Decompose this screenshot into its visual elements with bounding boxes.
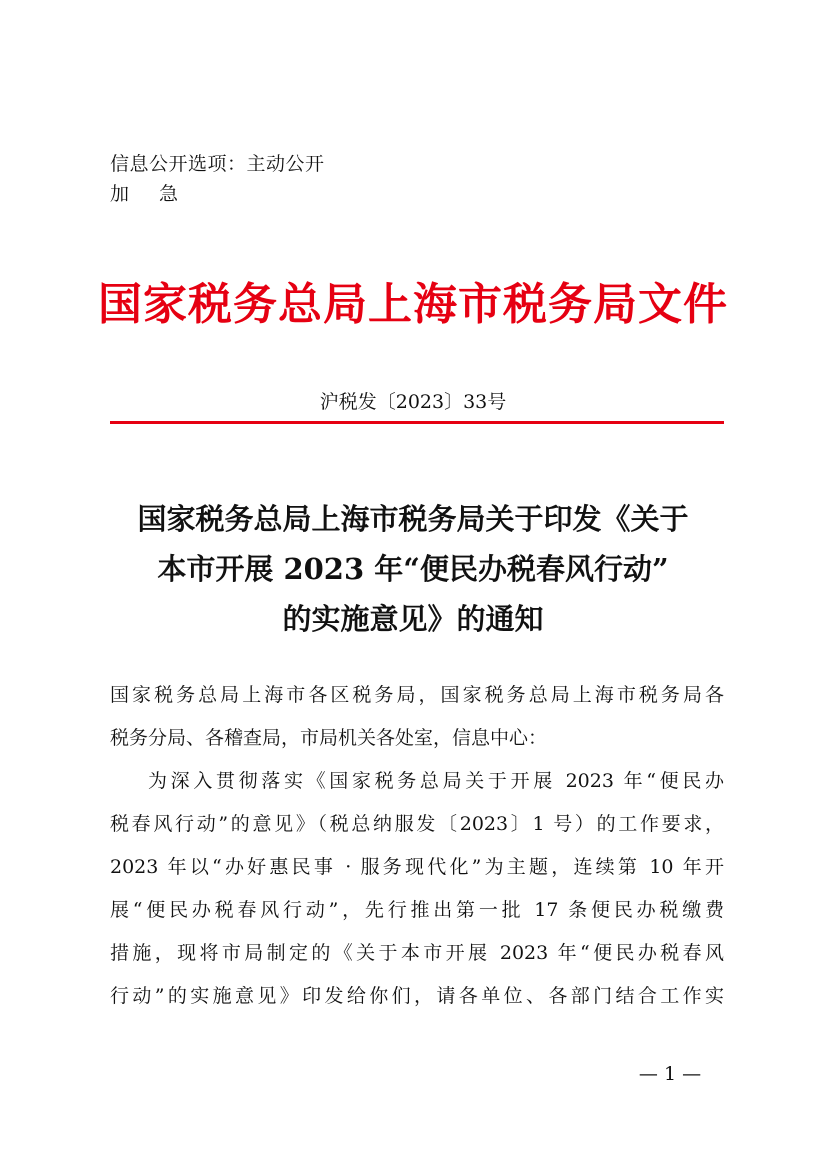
body-paragraph-line-6: 行动”的实施意见》印发给你们，请各单位、各部门结合工作实 — [110, 985, 724, 1007]
document-number: 沪税发〔2023〕33号 — [319, 391, 507, 413]
body-paragraph-line-3: 2023 年以“办好惠民事 · 服务现代化”为主题，连续第 10 年开 — [110, 856, 724, 878]
recipients-line-1: 国家税务总局上海市各区税务局，国家税务总局上海市税务局各 — [110, 684, 724, 706]
body-paragraph-line-1: 为深入贯彻落实《国家税务总局关于开展 2023 年“便民办 — [148, 770, 724, 792]
urgency-char-2: 急 — [159, 183, 179, 205]
body-paragraph-line-5: 措施，现将市局制定的《关于本市开展 2023 年“便民办税春风 — [110, 942, 724, 964]
document-masthead: 国家税务总局上海市税务局文件 — [98, 279, 728, 330]
urgency-char-1: 加 — [110, 183, 130, 205]
body-paragraph-line-2: 税春风行动”的意见》（税总纳服发〔2023〕1 号）的工作要求， — [110, 813, 724, 835]
body-paragraph-line-4: 展“便民办税春风行动”，先行推出第一批 17 条便民办税缴费 — [110, 899, 724, 921]
page-number: — 1 — — [638, 1063, 702, 1085]
urgency-label — [110, 179, 178, 206]
document-title-line-1: 国家税务总局上海市税务局关于印发《关于 — [137, 502, 689, 536]
info-disclosure-option: 信息公开选项：主动公开 — [110, 153, 325, 175]
recipients-line-2: 税务分局、各稽查局，市局机关各处室，信息中心： — [110, 727, 548, 749]
document-title-line-2: 本市开展 2023 年“便民办税春风行动” — [157, 552, 669, 586]
red-divider-line — [110, 421, 724, 424]
document-title-line-3: 的实施意见》的通知 — [282, 602, 544, 636]
